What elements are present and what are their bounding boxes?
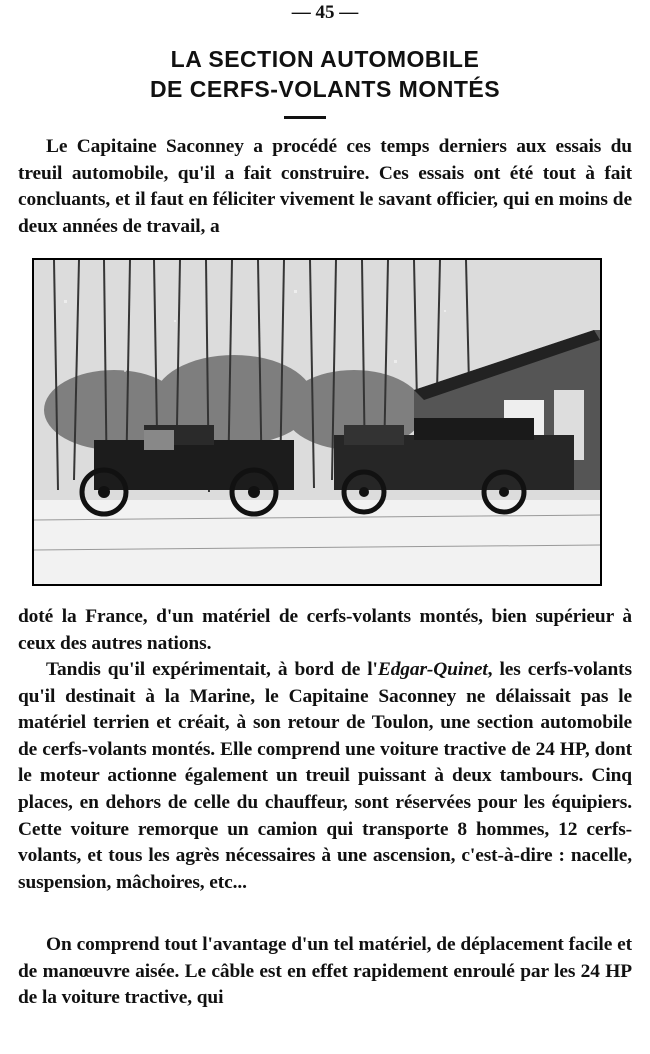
paragraph-3 <box>18 657 632 896</box>
paragraph-2-text: doté la France, d'un matériel de cerfs-volants montés, bien supérieur à ceux des autres nations. <box>18 606 632 654</box>
photo-vehicles <box>32 258 602 586</box>
paragraph-1-text: Le Capitaine Saconney a procédé ces temps derniers aux essais du treuil automobile, qu'il a fait construire. Ces essais ont été tout à fait concluants, et il faut en féliciter vivement le savant officier, qui en moins de deux années de travail, a <box>18 136 632 237</box>
paragraph-2 <box>18 604 632 657</box>
paragraph-4-text: On comprend tout l'avantage d'un tel matériel, de déplacement facile et de manœuvre aisée. Le câble est en effet rapidement enroulé par les 24 HP de la voiture tractive, qui <box>18 934 632 1009</box>
article-title <box>0 44 650 104</box>
paragraph-3-text-b: , les cerfs-volants qu'il destinait à la Marine, le Capitaine Saconney ne délaissait pas le matériel terrien et créait, à son retour de Toulon, une section automobile de cerfs-volants montés. Elle comprend une voiture tractive de 24 HP, dont le moteur actionne également un treuil puissant à deux tambours. Cinq places, en dehors de celle du chauffeur, sont réservées pour les équipiers. Cette voiture remorque un camion qui transporte 8 hommes, 12 cerfs-volants, et tous les agrès nécessaires à une ascension, c'est-à-dire : nacelle, suspension, mâchoires, etc... <box>18 659 632 893</box>
paragraph-1 <box>18 134 632 240</box>
ship-name: Edgar-Quinet <box>377 659 488 680</box>
page-number: — 45 — <box>291 2 359 23</box>
paragraph-3-text-a: Tandis qu'il expérimentait, à bord de l' <box>46 659 378 680</box>
title-rule <box>284 116 326 119</box>
title-line-1: LA SECTION AUTOMOBILE <box>170 46 480 72</box>
title-line-2: DE CERFS-VOLANTS MONTÉS <box>149 76 501 102</box>
paragraph-4 <box>18 932 632 1012</box>
